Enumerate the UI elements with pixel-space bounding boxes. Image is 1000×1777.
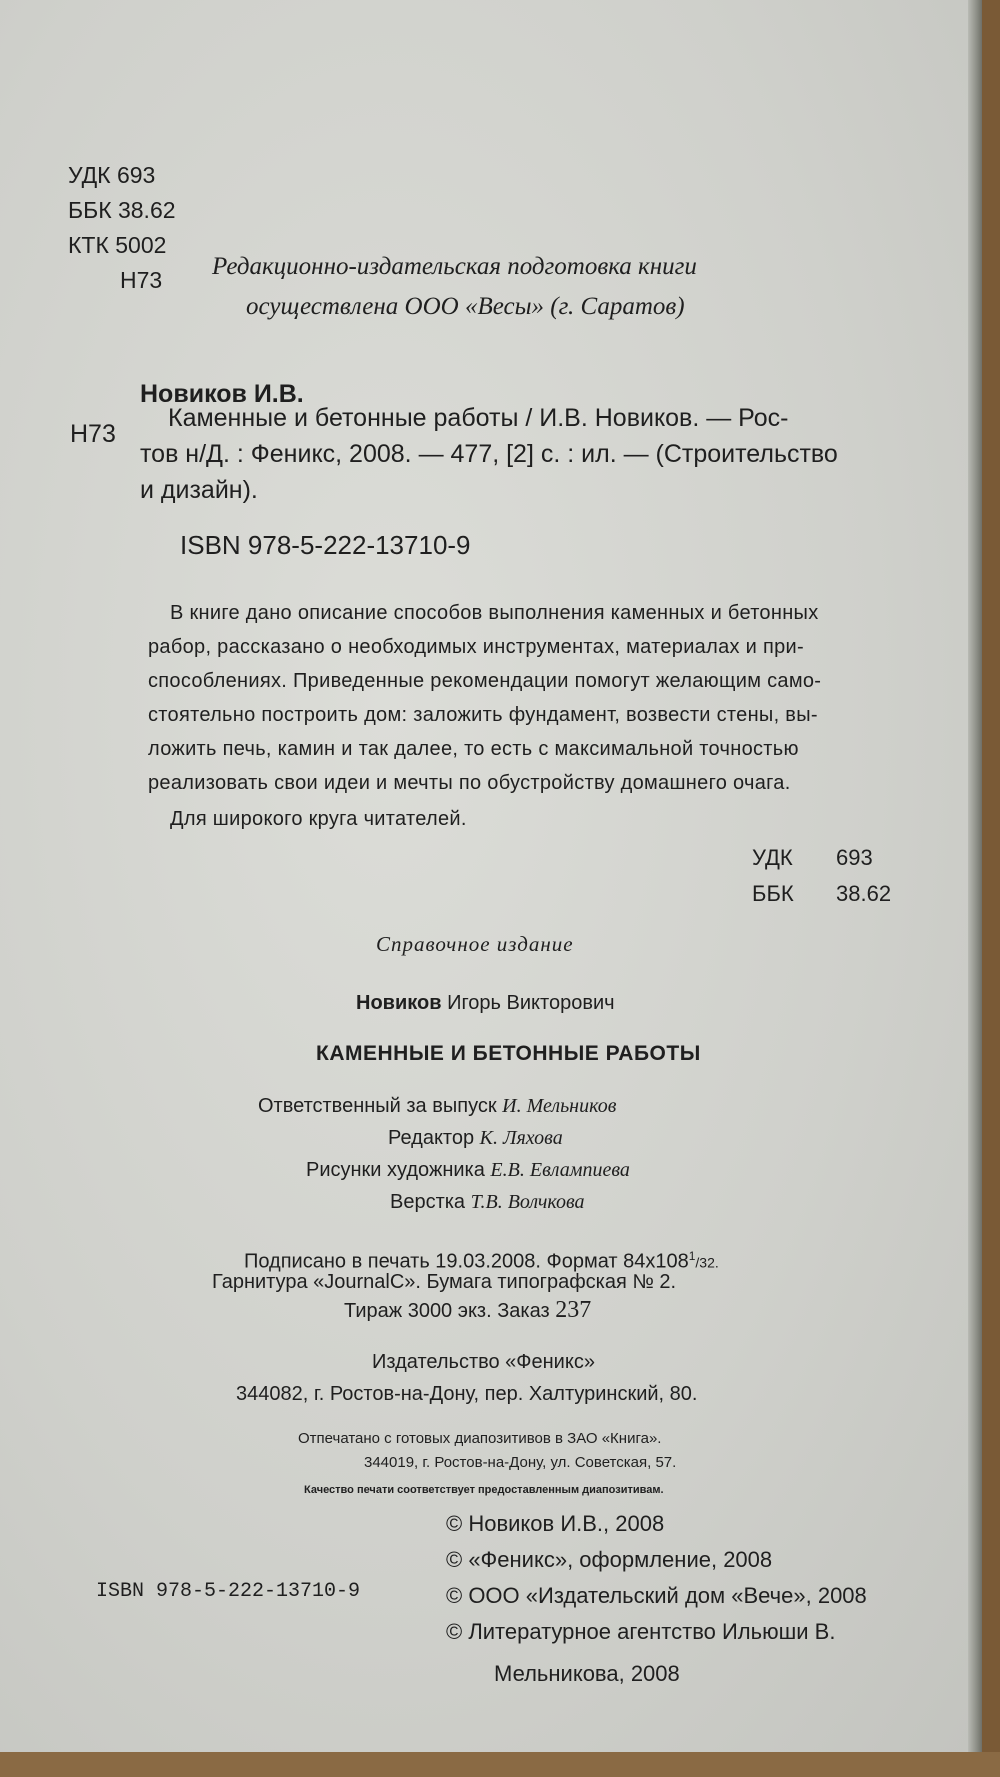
print-run-text: Тираж 3000 экз. Заказ [344,1300,550,1322]
credit-artist [306,1154,630,1186]
credit-editor [388,1122,563,1154]
bbk-classification [752,876,891,911]
bibliography-line-2: тов н/Д. : Феникс, 2008. — 477, [2] с. : ил. — (Строительство [140,440,838,468]
copyright-line-4: © Литературное агентство Ильюши В. [446,1619,836,1644]
credit-editor-label: Редактор [388,1127,475,1149]
format-sup: 1 [688,1249,696,1263]
annotation-audience: Для широкого круга читателей. [170,808,467,830]
preparation-line-1: Редакционно-издательская подготовка книги [212,253,697,280]
bibliography-line-1: Каменные и бетонные работы / И.В. Новиков. — Рос- [168,404,789,432]
print-signed-text: Подписано в печать 19.03.2008. Формат 84x108 [244,1250,689,1273]
copyright-last: Мельникова, 2008 [494,1661,680,1686]
bibliography-line-3: и дизайн). [140,476,258,504]
colophon-author-name: Игорь Викторович [447,992,615,1014]
bibliography-isbn: ISBN 978-5-222-13710-9 [180,530,471,560]
udk-code: УДК 693 [68,162,156,188]
bottom-isbn: ISBN 978-5-222-13710-9 [96,1580,361,1603]
table-surface [0,1752,1000,1777]
printer-quality: Качество печати соответствует предоставленным диапозитивам. [304,1484,664,1496]
printer-line-2: 344019, г. Ростов-на-Дону, ул. Советская, 57. [364,1454,677,1471]
credit-responsible [258,1090,616,1122]
preparation-line-2: осуществлена ООО «Весы» (г. Саратов) [246,293,685,320]
credit-editor-name: К. Ляхова [479,1127,563,1149]
classification-codes [68,158,176,298]
credit-layout-name: Т.В. Волчкова [470,1191,585,1213]
udk-value: 693 [836,845,873,870]
print-typeface: Гарнитура «JournalC». Бумага типографская № 2. [212,1271,677,1293]
annotation-line-6: реализовать свои идеи и мечты по обустройству домашнего очага. [148,772,791,794]
print-run [344,1294,591,1327]
udk-label: УДК [752,845,793,870]
bibliography-author: Новиков И.В. [140,380,304,408]
bbk-value: 38.62 [836,881,892,906]
annotation-line-3: способлениях. Приведенные рекомендации помогут желающим само- [148,670,822,692]
copyright-line-3: © ООО «Издательский дом «Вече», 2008 [446,1583,867,1608]
colophon-author-surname: Новиков [356,992,442,1014]
credit-responsible-label: Ответственный за выпуск [258,1095,497,1117]
bbk-label: ББК [752,881,794,906]
copyright-line-1: © Новиков И.В., 2008 [446,1511,665,1536]
format-sub: /32. [695,1254,719,1271]
colophon-author [356,992,615,1015]
order-number: 237 [555,1297,592,1323]
copyright-line-2: © «Феникс», оформление, 2008 [446,1547,773,1572]
bibliography-mark: Н73 [70,420,116,448]
credit-artist-name: Е.В. Евлампиева [490,1159,630,1181]
annotation-line-4: стоятельно построить дом: заложить фундамент, возвести стены, вы- [148,704,818,726]
ktk-code: КТК 5002 [68,232,167,258]
author-mark-code: Н73 [120,267,163,293]
credit-artist-label: Рисунки художника [306,1159,485,1181]
publisher-name: Издательство «Феникс» [372,1351,595,1373]
credit-responsible-name: И. Мельников [502,1095,617,1117]
colophon-title: КАМЕННЫЕ И БЕТОННЫЕ РАБОТЫ [316,1042,701,1065]
credit-layout [390,1186,585,1218]
page-edge [968,0,982,1752]
bbk-code: ББК 38.62 [68,197,176,223]
annotation-line-2: рабор, рассказано о необходимых инструментах, материалах и при- [148,636,804,658]
credit-layout-label: Верстка [390,1191,466,1213]
annotation-line-5: ложить печь, камин и так далее, то есть с максимальной точностью [148,738,799,760]
annotation-line-1: В книге дано описание способов выполнения каменных и бетонных [170,602,819,624]
printer-line-1: Отпечатано с готовых диапозитивов в ЗАО «Книга». [298,1430,662,1447]
edition-type: Справочное издание [376,932,574,956]
publisher-address: 344082, г. Ростов-на-Дону, пер. Халтуринский, 80. [236,1383,698,1405]
udk-classification [752,840,873,875]
